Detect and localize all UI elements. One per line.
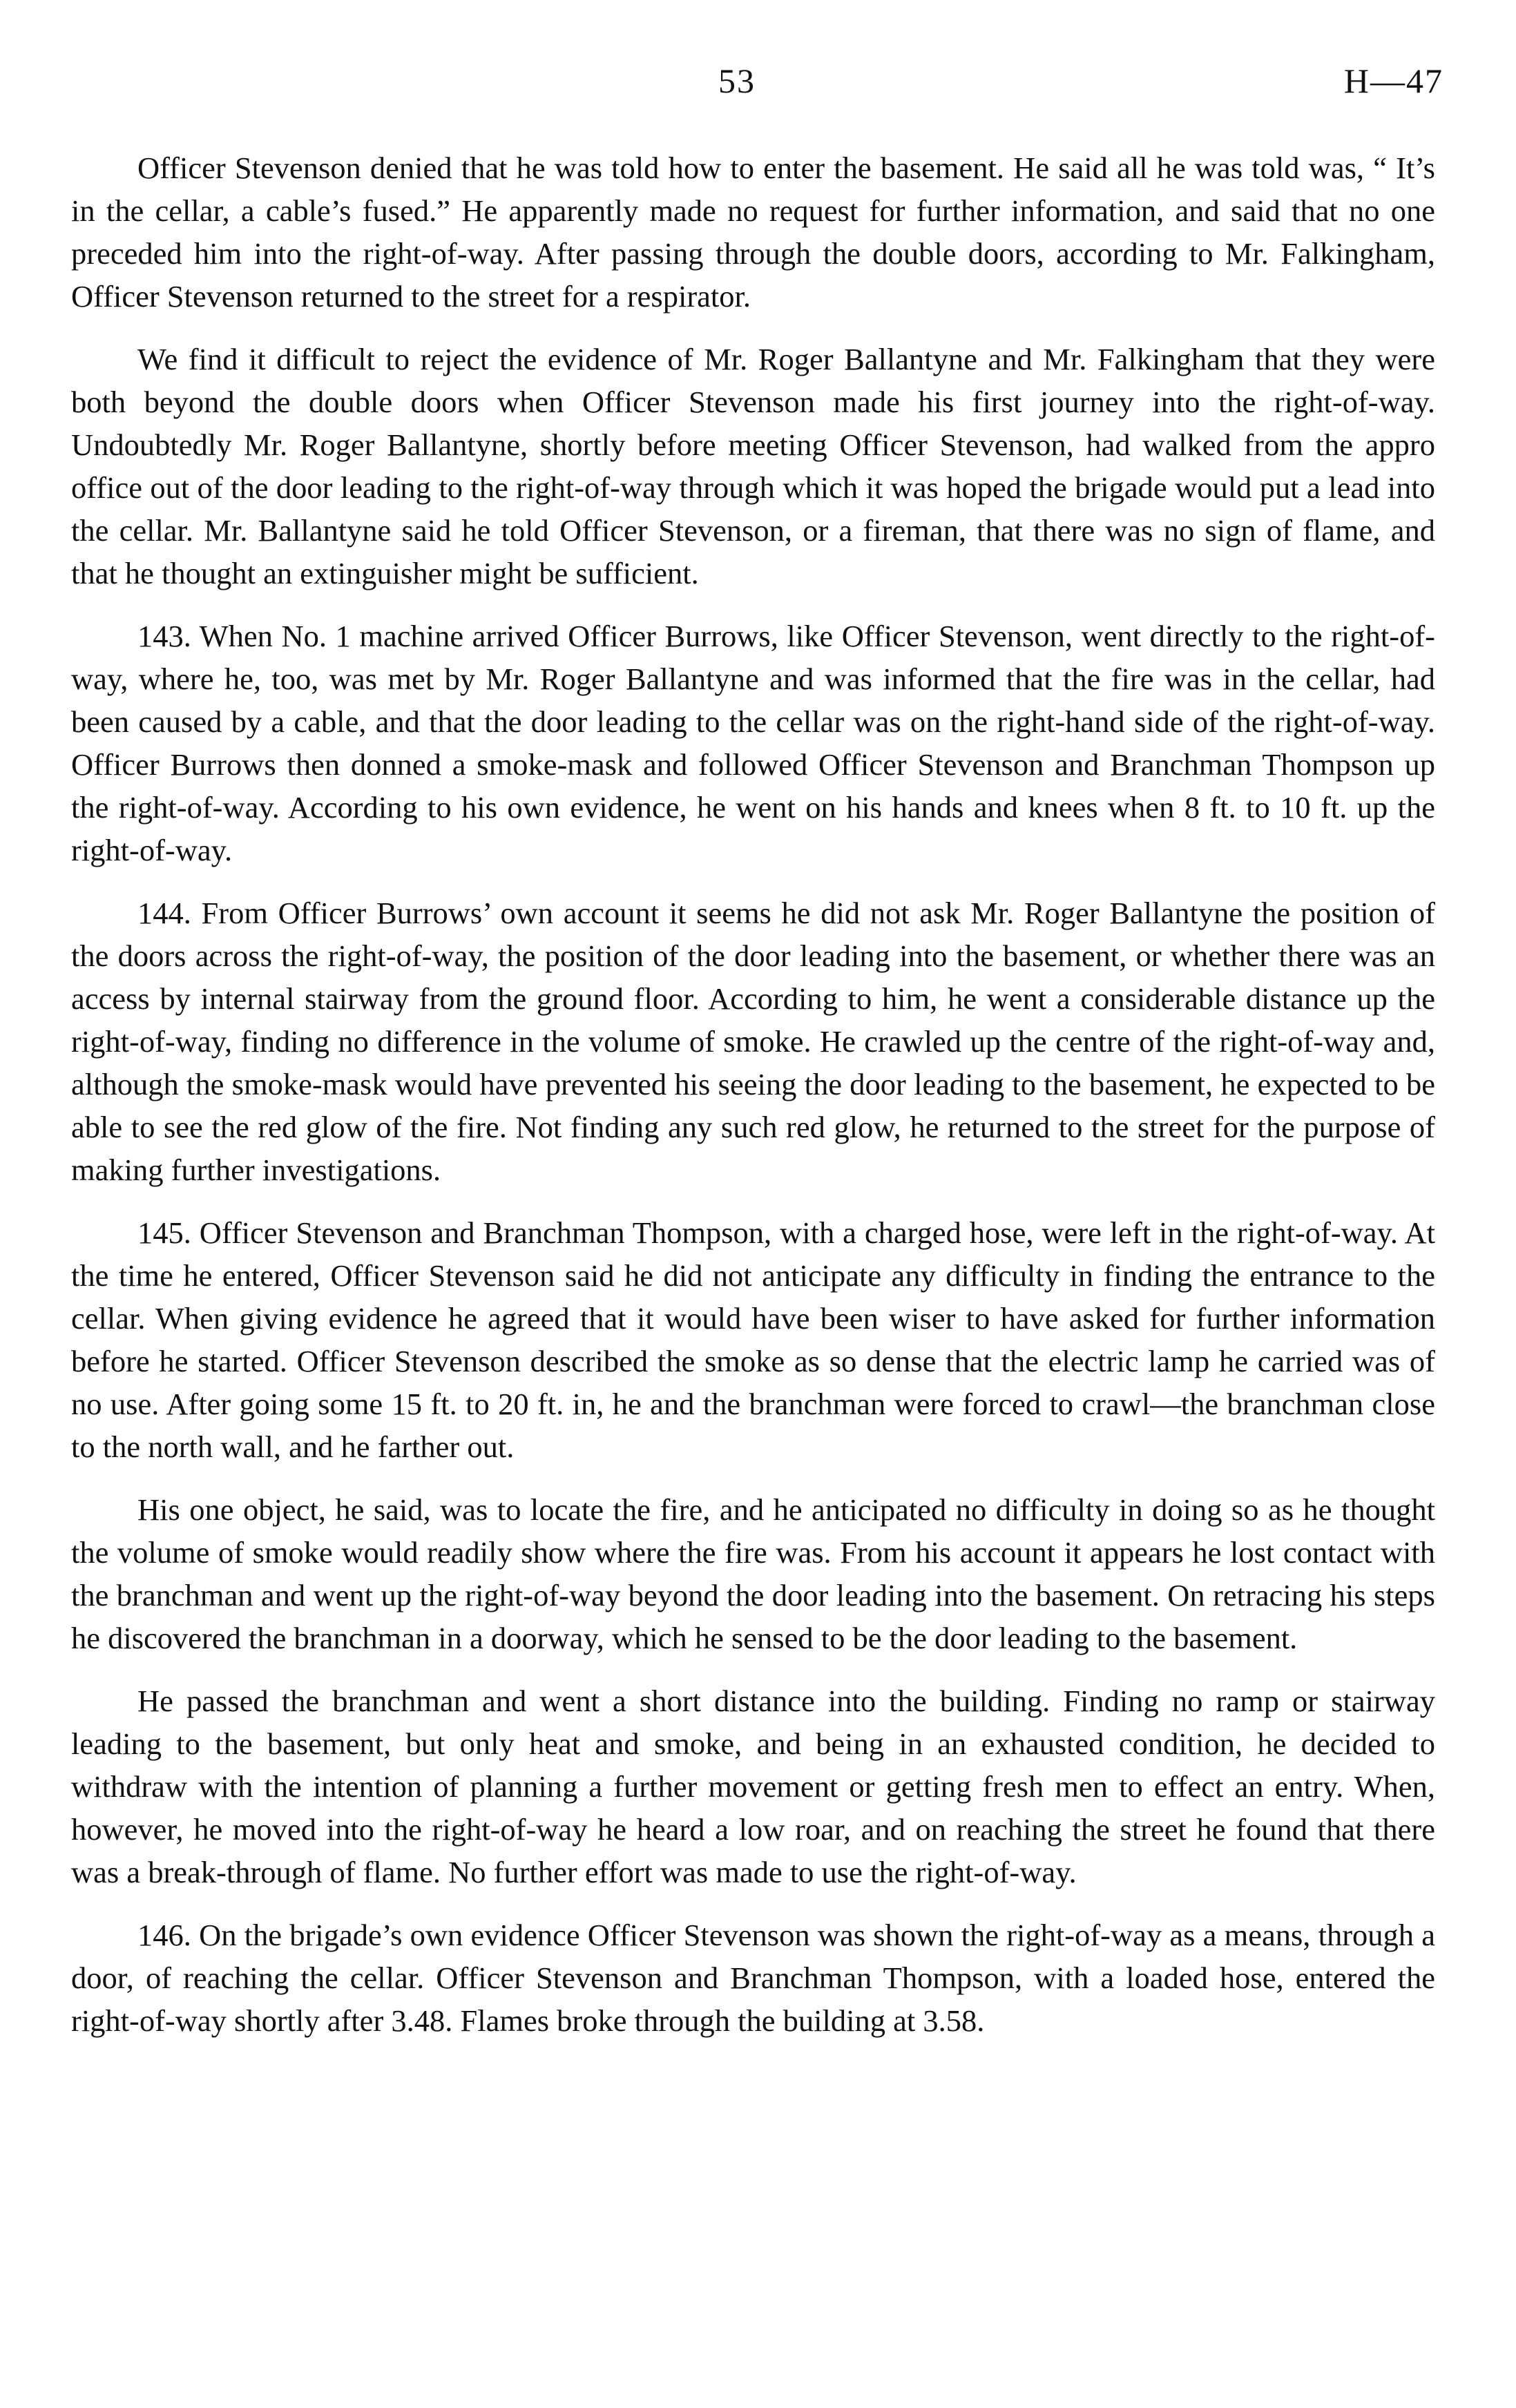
page-header	[0, 61, 1516, 123]
document-reference: H—47	[1343, 61, 1443, 100]
document-body	[71, 146, 1435, 2042]
paragraph-144: 144. From Officer Burrows’ own account it seems he did not ask Mr. Roger Ballantyne the position of the doors across the right-of-way, the position of the door leading into the basement, or whether there was an access by internal stairway from the ground floor. According to him, he went a considerable distance up the right-of-way, finding no difference in the volume of smoke. He crawled up the centre of the right-of-way and, although the smoke-mask would have prevented his seeing the door leading to the basement, he expected to be able to see the red glow of the fire. Not finding any such red glow, he returned to the street for the purpose of making further investigations.	[71, 896, 1435, 1187]
paragraph-ballantyne-evidence: We find it difficult to reject the evidence of Mr. Roger Ballantyne and Mr. Falkingham that they were both beyond the double doors when Officer Stevenson made his first journey into the right-of-way. Undoubtedly Mr. Roger Ballantyne, shortly before meeting Officer Stevenson, had walked from the appro office out of the door leading to the right-of-way through which it was hoped the brigade would put a lead into the cellar. Mr. Ballantyne said he told Officer Stevenson, or a fireman, that there was no sign of flame, and that he thought an extinguisher might be sufficient.	[71, 342, 1435, 590]
paragraph-143: 143. When No. 1 machine arrived Officer Burrows, like Officer Stevenson, went directly to the right-of-way, where he, too, was met by Mr. Roger Ballantyne and was informed that the fire was in the cellar, had been caused by a cable, and that the door leading to the cellar was on the right-hand side of the right-of-way. Officer Burrows then donned a smoke-mask and followed Officer Stevenson and Branchman Thompson up the right-of-way. According to his own evidence, he went on his hands and knees when 8 ft. to 10 ft. up the right-of-way.	[71, 619, 1435, 867]
paragraph-stevenson-denial: Officer Stevenson denied that he was told how to enter the basement. He said all he was told was, “ It’s in the cellar, a cable’s fused.” He apparently made no request for further information, and said that no one preceded him into the right-of-way. After passing through the double doors, according to Mr. Falkingham, Officer Stevenson returned to the street for a respirator.	[71, 151, 1435, 314]
paragraph-passed-branchman: He passed the branchman and went a short distance into the building. Finding no ramp or stairway leading to the basement, but only heat and smoke, and being in an exhausted condition, he decided to withdraw with the intention of planning a further movement or getting fresh men to effect an entry. When, however, he moved into the right-of-way he heard a low roar, and on reaching the street he found that there was a break-through of flame. No further effort was made to use the right-of-way.	[71, 1684, 1435, 1889]
paragraph-145: 145. Officer Stevenson and Branchman Thompson, with a charged hose, were left in the right-of-way. At the time he entered, Officer Stevenson said he did not anticipate any difficulty in finding the entrance to the cellar. When giving evidence he agreed that it would have been wiser to have asked for further information before he started. Officer Stevenson described the smoke as so dense that the electric lamp he carried was of no use. After going some 15 ft. to 20 ft. in, he and the branchman were forced to crawl—the branchman close to the north wall, and he farther out.	[71, 1215, 1435, 1464]
paragraph-146: 146. On the brigade’s own evidence Officer Stevenson was shown the right-of-way as a means, through a door, of reaching the cellar. Officer Stevenson and Branchman Thompson, with a loaded hose, entered the right-of-way shortly after 3.48. Flames broke through the building at 3.58.	[71, 1918, 1435, 2038]
paragraph-one-object: His one object, he said, was to locate the fire, and he anticipated no difficulty in doing so as he thought the volume of smoke would readily show where the fire was. From his account it appears he lost contact with the branchman and went up the right-of-way beyond the door leading into the basement. On retracing his steps he discovered the branchman in a doorway, which he sensed to be the door leading to the basement.	[71, 1492, 1435, 1655]
page-number: 53	[718, 61, 756, 100]
